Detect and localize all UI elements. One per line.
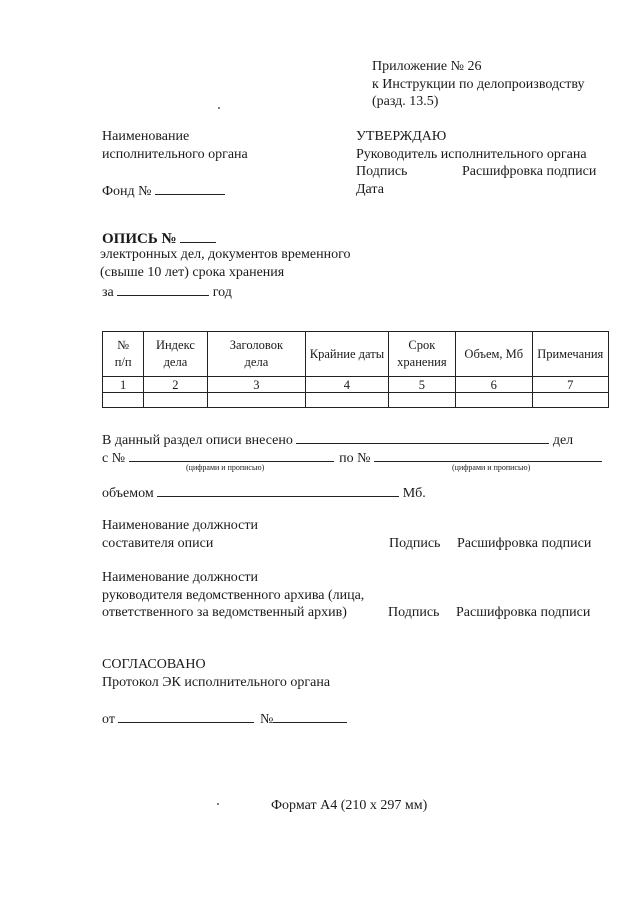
fond-number-blank[interactable]	[155, 181, 225, 195]
header-cell-term: Срок хранения	[388, 332, 455, 377]
number-cell: 3	[207, 377, 306, 393]
section-to-label: по №	[339, 451, 371, 466]
opis-god-label: год	[212, 285, 232, 300]
number-cell: 7	[532, 377, 608, 393]
agreed-protocol: Протокол ЭК исполнительного органа	[102, 675, 331, 690]
archive-decoding-label: Расшифровка подписи	[456, 605, 591, 620]
agreed-number-blank[interactable]	[273, 709, 347, 723]
section-mb-label: Мб.	[402, 486, 426, 501]
section-included-field	[102, 430, 573, 450]
section-volume-label: объемом	[102, 486, 154, 501]
section-from-label: с №	[102, 451, 126, 466]
header-cell-number: № п/п	[103, 332, 144, 377]
compiler-decoding-label: Расшифровка подписи	[457, 536, 592, 551]
format-note: Формат А4 (210 х 297 мм)	[271, 798, 428, 813]
opis-line-2: (свыше 10 лет) срока хранения	[100, 265, 285, 280]
number-cell: 1	[103, 377, 144, 393]
number-cell: 4	[306, 377, 388, 393]
opis-year-field	[102, 282, 232, 302]
appendix-line-3: (разд. 13.5)	[372, 94, 439, 109]
approval-position: Руководитель исполнительного органа	[356, 147, 587, 162]
table-number-row	[103, 377, 609, 393]
empty-cell[interactable]	[144, 393, 207, 408]
compiler-line-2: составителя описи	[102, 536, 214, 551]
empty-cell[interactable]	[456, 393, 532, 408]
from-hint: (цифрами и прописью)	[186, 463, 265, 472]
scan-speck	[218, 107, 220, 109]
number-cell: 2	[144, 377, 207, 393]
empty-cell[interactable]	[103, 393, 144, 408]
empty-cell[interactable]	[207, 393, 306, 408]
opis-year-blank[interactable]	[117, 282, 209, 296]
table-header-row	[103, 332, 609, 377]
fond-label: Фонд №	[102, 184, 152, 199]
approval-title: УТВЕРЖДАЮ	[356, 129, 447, 144]
to-hint: (цифрами и прописью)	[452, 463, 531, 472]
approval-date-label: Дата	[356, 182, 384, 197]
section-count-blank[interactable]	[296, 430, 549, 444]
archive-line-1: Наименование должности	[102, 570, 258, 585]
section-volume-field	[102, 483, 426, 503]
table-empty-row	[103, 393, 609, 408]
section-to-blank[interactable]	[374, 448, 602, 462]
header-cell-notes: Примечания	[532, 332, 608, 377]
appendix-line-1: Приложение № 26	[372, 59, 482, 74]
header-cell-volume: Объем, Мб	[456, 332, 532, 377]
opis-title-text: ОПИСЬ №	[102, 231, 177, 247]
agreed-date-field	[102, 709, 347, 729]
archive-line-3: ответственного за ведомственный архив)	[102, 605, 347, 620]
header-cell-dates: Крайние даты	[306, 332, 388, 377]
org-name-line-2: исполнительного органа	[102, 147, 248, 162]
empty-cell[interactable]	[532, 393, 608, 408]
agreed-title: СОГЛАСОВАНО	[102, 657, 206, 672]
number-cell: 5	[388, 377, 455, 393]
section-included-label: В данный раздел описи внесено	[102, 433, 293, 448]
fond-field	[102, 181, 225, 201]
opis-number-blank[interactable]	[180, 229, 216, 243]
empty-cell[interactable]	[388, 393, 455, 408]
archive-line-2: руководителя ведомственного архива (лица,	[102, 588, 365, 603]
section-from-blank[interactable]	[129, 448, 334, 462]
section-del-label: дел	[552, 433, 574, 448]
opis-za-label: за	[102, 285, 114, 300]
appendix-line-2: к Инструкции по делопроизводству	[372, 77, 585, 92]
org-name-line-1: Наименование	[102, 129, 190, 144]
agreed-ot-label: от	[102, 712, 115, 727]
archive-signature-label: Подпись	[388, 605, 440, 620]
agreed-no-label: №	[259, 712, 274, 727]
header-cell-title: Заголовок дела	[207, 332, 306, 377]
header-cell-index: Индекс дела	[144, 332, 207, 377]
approval-decoding-label: Расшифровка подписи	[462, 164, 597, 179]
inventory-table	[102, 331, 609, 408]
opis-line-1: электронных дел, документов временного	[100, 247, 351, 262]
empty-cell[interactable]	[306, 393, 388, 408]
approval-signature-label: Подпись	[356, 164, 408, 179]
compiler-signature-label: Подпись	[389, 536, 441, 551]
number-cell: 6	[456, 377, 532, 393]
section-volume-blank[interactable]	[157, 483, 399, 497]
scan-speck	[217, 803, 219, 805]
compiler-line-1: Наименование должности	[102, 518, 258, 533]
agreed-date-blank[interactable]	[118, 709, 254, 723]
